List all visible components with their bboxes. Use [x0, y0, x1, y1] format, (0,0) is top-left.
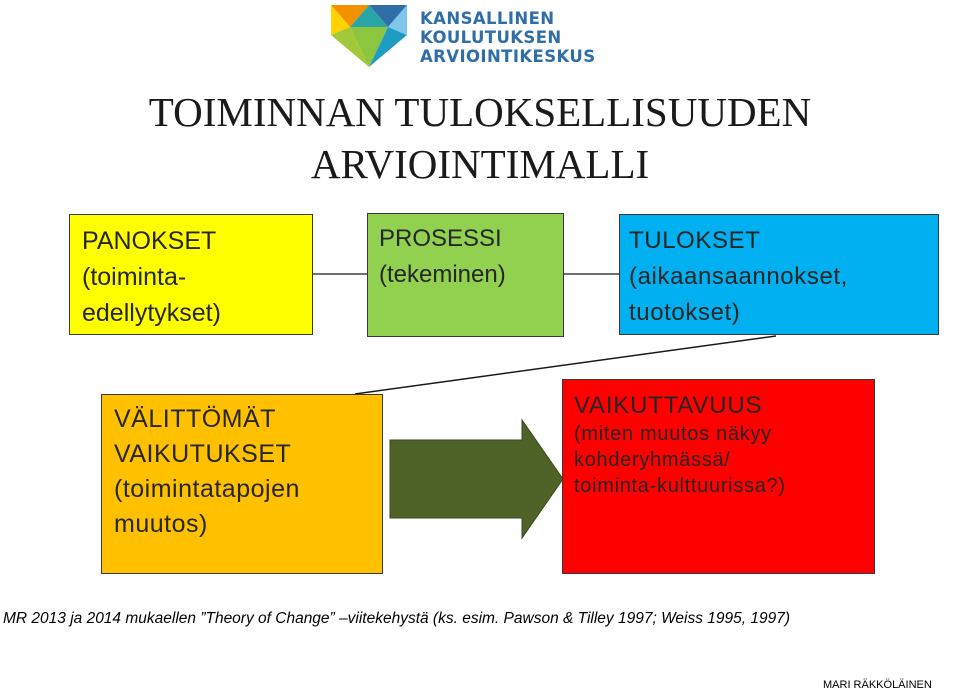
box-panokset-line: PANOKSET	[82, 227, 217, 255]
box-tulokset-line: (aikaansaannokset,	[629, 263, 848, 290]
box-valittomat-line: (toimintatapojen	[114, 475, 300, 503]
box-valittomat-line: VÄLITTÖMÄT	[114, 405, 276, 433]
box-valittomat-line: muutos)	[114, 510, 208, 538]
right-arrow-icon	[390, 420, 563, 538]
author-name: MARI RÄKKÖLÄINEN	[823, 679, 932, 691]
page-title-line: TOIMINNAN TULOKSELLISUUDEN	[148, 89, 812, 135]
box-vaikuttavuus	[562, 379, 875, 574]
box-vaikuttavuus-line: kohderyhmässä/	[574, 449, 731, 471]
box-panokset-line: (toiminta-	[82, 263, 187, 291]
kansallinen-koulutuksen-arviointikeskus-logo-icon	[331, 5, 407, 67]
box-tulokset-line: TULOKSET	[629, 227, 761, 254]
box-prosessi-line: (tekeminen)	[379, 261, 506, 288]
box-vaikuttavuus-line: toiminta-kulttuurissa?)	[574, 475, 786, 497]
page-title-line: ARVIOINTIMALLI	[310, 141, 650, 187]
page-title	[0, 86, 960, 190]
box-tulokset	[619, 214, 939, 335]
box-prosessi	[367, 213, 564, 337]
box-panokset-line: edellytykset)	[82, 299, 221, 327]
box-valittomat-line: VAIKUTUKSET	[114, 440, 292, 468]
logo-wordmark	[420, 9, 595, 66]
box-prosessi-line: PROSESSI	[379, 225, 502, 252]
box-valittomat-vaikutukset	[101, 394, 383, 574]
logo-line: KOULUTUKSEN	[420, 28, 562, 47]
logo-line: ARVIOINTIKESKUS	[420, 47, 596, 66]
logo-line: KANSALLINEN	[420, 9, 555, 28]
box-vaikuttavuus-heading: VAIKUTTAVUUS	[574, 392, 763, 419]
box-panokset	[69, 214, 313, 335]
box-tulokset-line: tuotokset)	[629, 299, 741, 326]
reference-note: MR 2013 ja 2014 mukaellen ”Theory of Change” –viitekehystä (ks. esim. Pawson & Tilley 1997; Weiss 1995, 1997)	[3, 610, 791, 627]
box-vaikuttavuus-line: (miten muutos näkyy	[574, 423, 772, 445]
